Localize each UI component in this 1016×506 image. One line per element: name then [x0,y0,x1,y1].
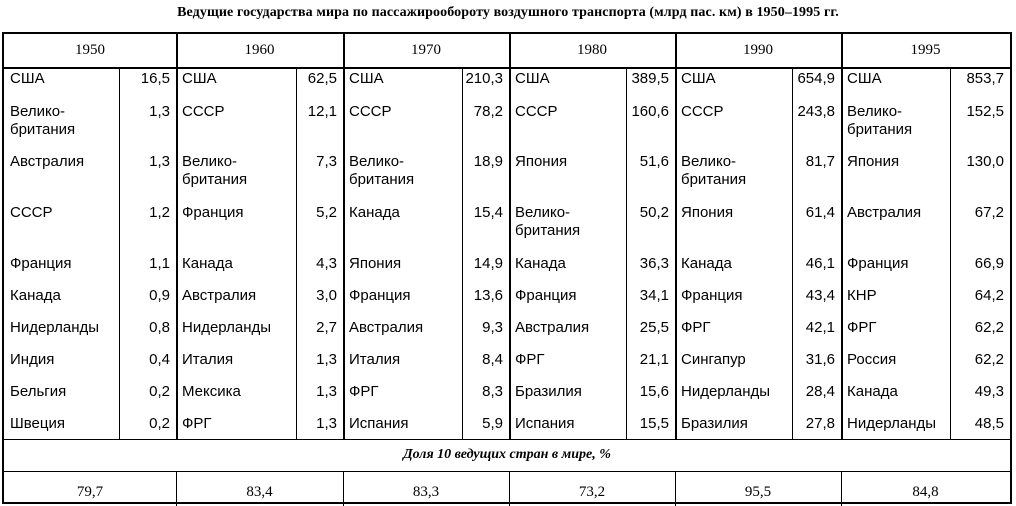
traffic-value: 654,9 [797,70,835,87]
country-name: США [182,70,217,87]
country-name: Сингапур [681,351,746,368]
country-name: Швеция [10,415,65,432]
traffic-value: 62,2 [974,351,1004,368]
share-value: 84,8 [912,484,939,500]
country-name: Велико- британия [847,103,913,138]
country-name: Велико- британия [681,153,747,188]
country-name: Италия [182,351,234,368]
year-header: 1970 [411,42,441,58]
country-name: Австралия [847,204,922,221]
share-label: Доля 10 ведущих стран в мире, % [403,447,611,462]
share-value: 73,2 [578,484,606,500]
country-name: Велико- британия [182,153,248,188]
traffic-value: 31,6 [805,351,835,368]
traffic-value: 21,1 [639,351,669,368]
traffic-value: 42,1 [805,319,835,336]
traffic-value: 61,4 [805,204,835,221]
traffic-value: 4,3 [316,255,337,272]
year-header: 1980 [577,42,607,58]
traffic-value: 389,5 [631,70,669,87]
country-name: СССР [10,204,53,221]
country-name: Франция [847,255,909,272]
country-name: Испания [515,415,575,432]
column-divider [343,34,345,439]
traffic-value: 0,2 [149,383,170,400]
traffic-value: 160,6 [631,103,669,120]
traffic-value: 78,2 [473,103,503,120]
country-name: СССР [681,103,724,120]
country-name: ФРГ [349,383,379,400]
rows-bottom-divider [4,439,1010,440]
share-value: 79,7 [76,484,104,500]
country-name: США [10,70,45,87]
traffic-value: 210,3 [465,70,503,87]
country-name: Велико- британия [515,204,581,239]
country-name: США [349,70,384,87]
country-name: Канада [681,255,732,272]
share-value: 83,3 [412,484,440,500]
country-name: Бельгия [10,383,67,400]
traffic-value: 853,7 [966,70,1004,87]
country-name: Испания [349,415,409,432]
country-name: США [681,70,716,87]
country-name: Австралия [515,319,590,336]
traffic-value: 18,9 [473,153,503,170]
country-name: СССР [515,103,558,120]
country-name: ФРГ [847,319,877,336]
traffic-value: 8,3 [482,383,503,400]
country-name: Италия [349,351,401,368]
column-divider [176,34,178,439]
country-name: КНР [847,287,877,304]
traffic-value: 27,8 [805,415,835,432]
traffic-value: 1,3 [316,383,337,400]
traffic-value: 1,3 [316,415,337,432]
country-name: Бразилия [681,415,748,432]
traffic-value: 9,3 [482,319,503,336]
traffic-value: 62,5 [307,70,337,87]
traffic-value: 0,9 [149,287,170,304]
traffic-value: 1,3 [316,351,337,368]
country-name: Франция [681,287,743,304]
traffic-value: 66,9 [974,255,1004,272]
country-name: ФРГ [681,319,711,336]
traffic-value: 0,8 [149,319,170,336]
country-name: Бразилия [515,383,582,400]
country-name: Канада [10,287,61,304]
traffic-value: 46,1 [805,255,835,272]
traffic-value: 5,2 [316,204,337,221]
country-name: Велико- британия [349,153,415,188]
traffic-value: 1,1 [149,255,170,272]
traffic-value: 1,3 [149,153,170,170]
traffic-value: 15,4 [473,204,503,221]
traffic-value: 43,4 [805,287,835,304]
traffic-value: 8,4 [482,351,503,368]
country-name: Велико- британия [10,103,76,138]
traffic-value: 34,1 [639,287,669,304]
traffic-value: 36,3 [639,255,669,272]
country-name: ФРГ [515,351,545,368]
traffic-value: 0,2 [149,415,170,432]
country-name: Нидерланды [681,383,771,400]
country-name: Россия [847,351,897,368]
traffic-value: 28,4 [805,383,835,400]
traffic-value: 1,2 [149,204,170,221]
traffic-value: 15,6 [639,383,669,400]
year-header: 1950 [75,42,105,58]
traffic-value: 5,9 [482,415,503,432]
share-value: 83,4 [246,484,273,500]
country-name: Япония [515,153,568,170]
country-name: Канада [349,204,400,221]
country-name: Япония [681,204,734,221]
year-header: 1990 [743,42,773,58]
column-divider [509,34,511,439]
traffic-value: 48,5 [974,415,1004,432]
country-name: Франция [515,287,577,304]
country-name: Канада [847,383,898,400]
country-name: Канада [515,255,566,272]
country-name: ФРГ [182,415,212,432]
header-divider [4,67,1010,69]
traffic-value: 16,5 [140,70,170,87]
traffic-value: 14,9 [473,255,503,272]
traffic-value: 243,8 [797,103,835,120]
column-divider [675,34,677,439]
traffic-value: 13,6 [473,287,503,304]
traffic-value: 51,6 [639,153,669,170]
country-name: Индия [10,351,55,368]
traffic-value: 12,1 [307,103,337,120]
traffic-value: 152,5 [966,103,1004,120]
traffic-value: 62,2 [974,319,1004,336]
country-name: Нидерланды [10,319,100,336]
traffic-value: 49,3 [974,383,1004,400]
country-name: Канада [182,255,233,272]
passenger-traffic-table [2,32,1012,504]
year-header: 1995 [910,42,941,58]
country-name: СССР [349,103,392,120]
traffic-value: 3,0 [316,287,337,304]
country-name: Австралия [349,319,424,336]
traffic-value: 67,2 [974,204,1004,221]
country-name: Франция [349,287,411,304]
traffic-value: 64,2 [974,287,1004,304]
country-name: США [847,70,882,87]
country-name: Нидерланды [847,415,937,432]
country-name: СССР [182,103,225,120]
traffic-value: 81,7 [805,153,835,170]
country-name: Нидерланды [182,319,272,336]
country-name: Япония [847,153,900,170]
traffic-value: 130,0 [966,153,1004,170]
traffic-value: 1,3 [149,103,170,120]
country-name: Япония [349,255,402,272]
column-divider [841,34,843,439]
table-title: Ведущие государства мира по пассажирообороту воздушного транспорта (млрд пас. км) в 1950–1995 гг. [177,5,839,20]
traffic-value: 7,3 [316,153,337,170]
share-value: 95,5 [744,484,772,500]
traffic-value: 0,4 [149,351,170,368]
traffic-value: 15,5 [639,415,669,432]
traffic-value: 2,7 [316,319,337,336]
traffic-value: 25,5 [639,319,669,336]
country-name: США [515,70,550,87]
country-name: Франция [10,255,72,272]
country-name: Мексика [182,383,241,400]
year-header: 1960 [244,42,275,58]
traffic-value: 50,2 [639,204,669,221]
country-name: Австралия [182,287,257,304]
country-name: Франция [182,204,244,221]
share-divider [4,471,1010,472]
country-name: Австралия [10,153,85,170]
